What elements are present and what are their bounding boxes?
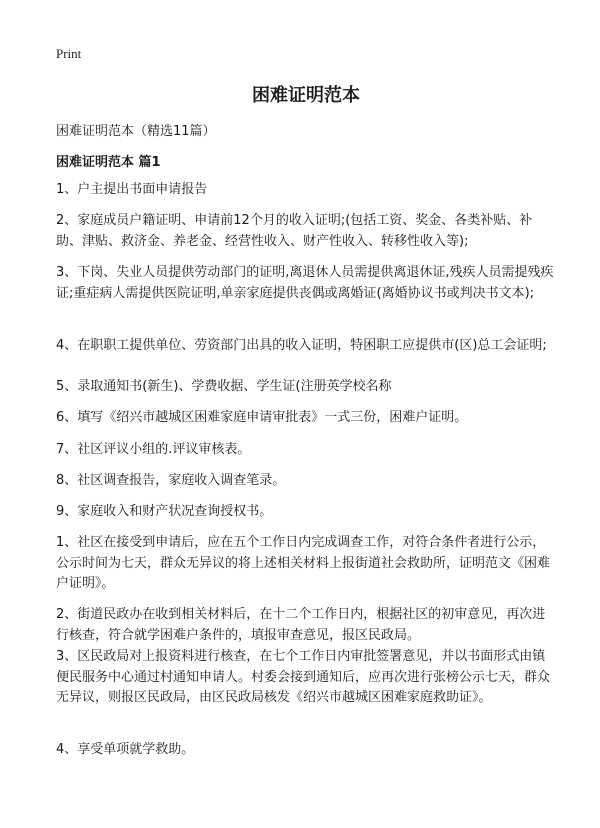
paragraph-4: 4、在职职工提供单位、劳资部门出具的收入证明，特困职工应提供市(区)总工会证明; xyxy=(56,338,547,353)
print-link[interactable]: Print xyxy=(56,46,82,61)
paragraph-5: 5、录取通知书(新生)、学费收据、学生证(注册英学校名称 xyxy=(56,379,392,394)
page-title: 困难证明范本 xyxy=(252,85,360,106)
paragraph-2: 2、家庭成员户籍证明、申请前12个月的收入证明;(包括工资、奖金、各类补贴、补助、津贴、救济金、养老金、经营性收入、财产性收入、转移性收入等); xyxy=(56,213,533,249)
paragraph-12: 3、区民政局对上报资料进行核查，在七个工作日内审批签署意见，并以书面形式由镇便民服务中心通过村通知申请人。村委会接到通知后，应再次进行张榜公示七天，群众无异议，则报区民政局，由区民政局核发《绍兴市越城区困难家庭救助证》。 xyxy=(56,649,551,705)
paragraph-7: 7、社区评议小组的.评议审核表。 xyxy=(56,442,251,457)
paragraph-1: 1、户主提出书面申请报告 xyxy=(56,182,208,197)
document-subtitle: 困难证明范本（精选11篇） xyxy=(56,124,216,139)
paragraph-3: 3、下岗、失业人员提供劳动部门的证明,离退休人员需提供离退休证,残疾人员需提残疾证;重症病人需提供医院证明,单亲家庭提供丧偶或离婚证(离婚协议书或判决书文本); xyxy=(56,265,554,301)
paragraph-8: 8、社区调查报告，家庭收入调查笔录。 xyxy=(56,473,286,488)
paragraph-11: 2、街道民政办在收到相关材料后，在十二个工作日内，根据社区的初审意见，再次进行核查，符合就学困难户条件的，填报审查意见，报区民政局。 xyxy=(56,607,546,643)
paragraph-6: 6、填写《绍兴市越城区困难家庭申请审批表》一式三份，困难户证明。 xyxy=(56,410,468,425)
paragraph-10: 1、社区在接受到申请后，应在五个工作日内完成调查工作，对符合条件者进行公示，公示时间为七天，群众无异议的将上述相关材料上报街道社会救助所，证明范文《困难户证明》。 xyxy=(56,535,551,591)
section-heading: 困难证明范本 篇1 xyxy=(56,155,161,170)
paragraph-9: 9、家庭收入和财产状况查询授权书。 xyxy=(56,504,273,519)
paragraph-13: 4、享受单项就学救助。 xyxy=(56,742,195,757)
